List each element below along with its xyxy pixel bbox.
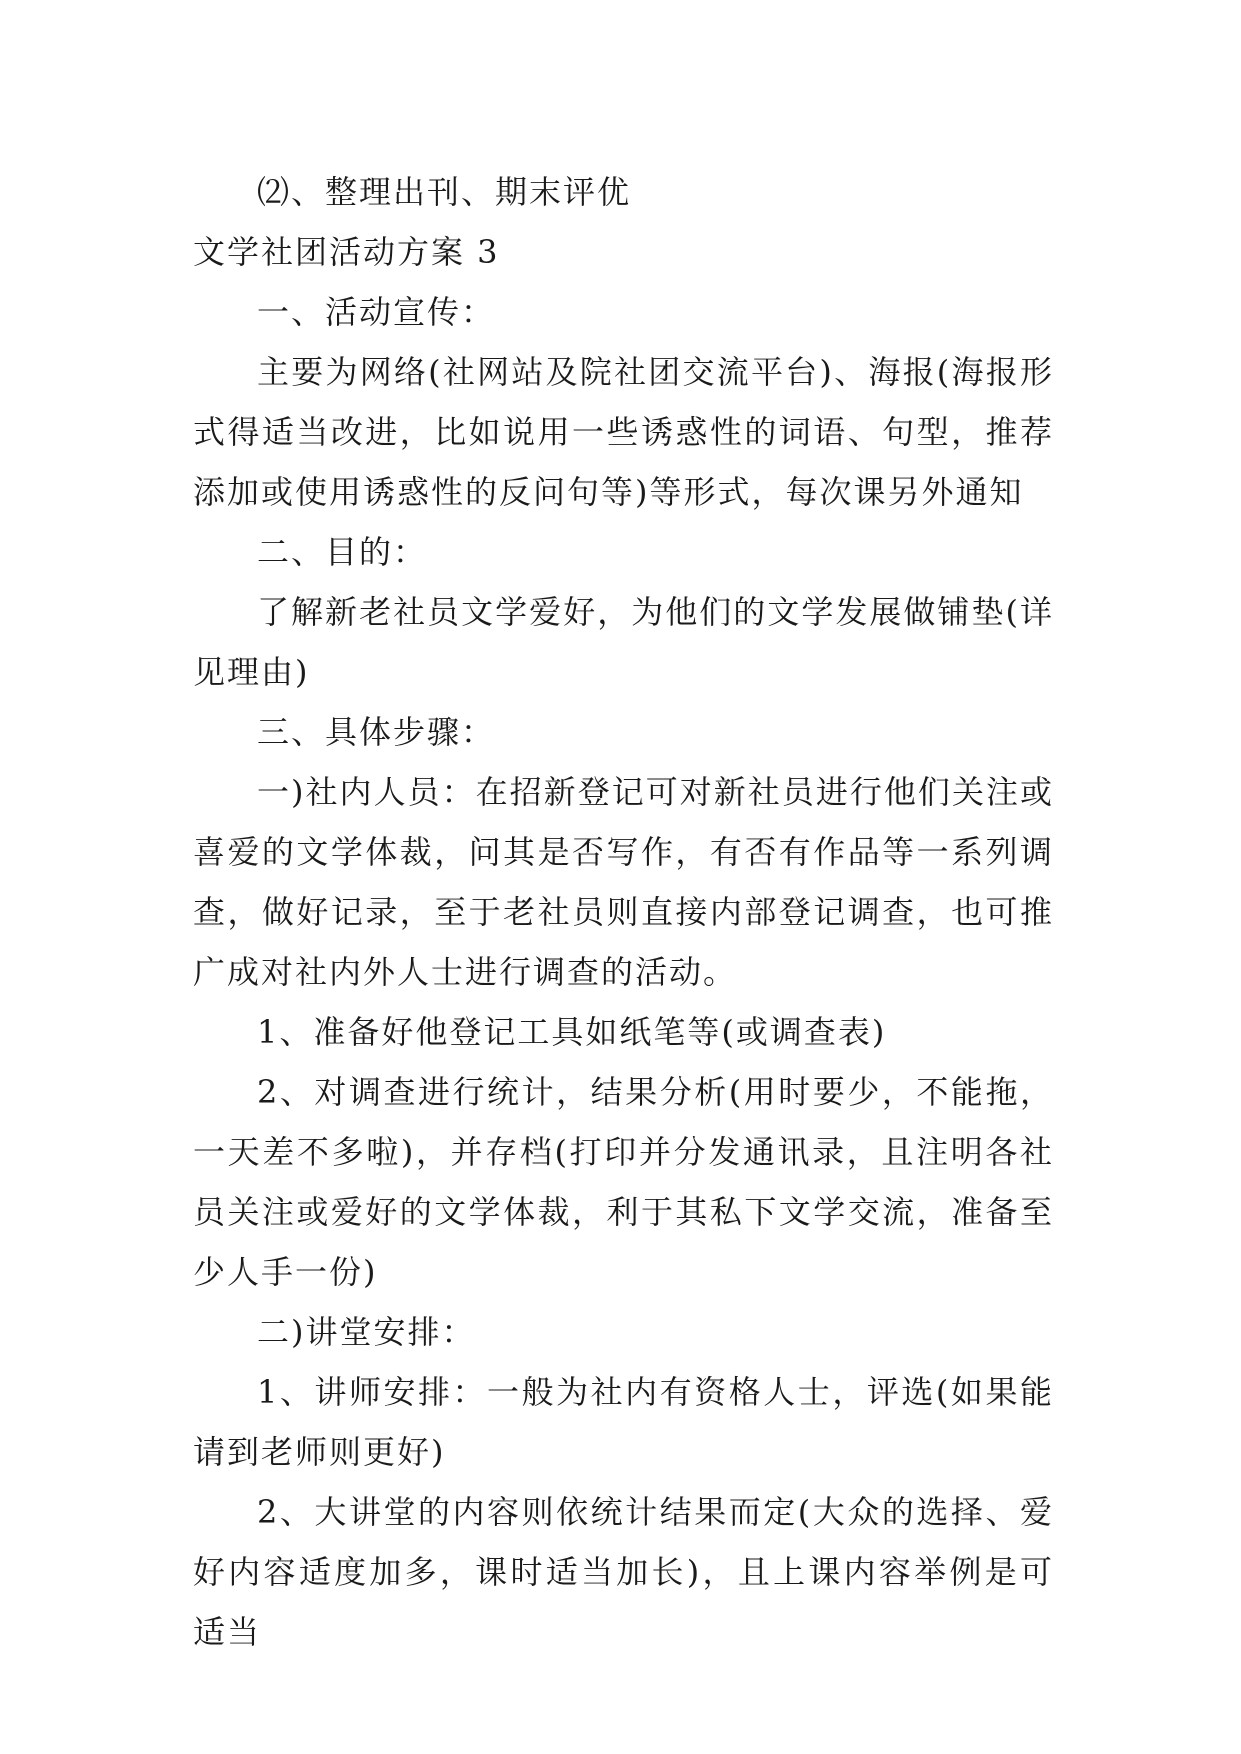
heading-publicity: 一、活动宣传：: [257, 293, 496, 331]
document-body: [193, 162, 1054, 1662]
heading-lectures: 二)讲堂安排：: [257, 1313, 476, 1351]
paragraph-members: 一)社内人员：在招新登记可对新社员进行他们关注或喜爱的文学体裁，问其是否写作，有否有作品等一系列调查，做好记录，至于老社员则直接内部登记调查，也可推广成对社内外人士进行调查的活动。: [193, 773, 1054, 991]
heading-steps: 三、具体步骤：: [257, 713, 496, 751]
paragraph-0: ⑵、整理出刊、期末评优: [257, 173, 632, 211]
paragraph-publicity: 主要为网络(社网站及院社团交流平台)、海报(海报形式得适当改进，比如说用一些诱惑性的词语、句型，推荐添加或使用诱惑性的反问句等)等形式，每次课另外通知: [193, 353, 1054, 511]
paragraph-step-2: 2、对调查进行统计，结果分析(用时要少，不能拖，一天差不多啦)，并存档(打印并分发通讯录，且注明各社员关注或爱好的文学体裁，利于其私下文学交流，准备至少人手一份): [193, 1073, 1054, 1291]
section-title: 文学社团活动方案 3: [193, 233, 500, 271]
paragraph-lecture-content: 2、大讲堂的内容则依统计结果而定(大众的选择、爱好内容适度加多，课时适当加长)，且上课内容举例是可适当: [193, 1493, 1054, 1651]
paragraph-purpose: 了解新老社员文学爱好，为他们的文学发展做铺垫(详见理由): [193, 593, 1054, 691]
paragraph-step-1: 1、准备好他登记工具如纸笔等(或调查表): [257, 1013, 887, 1051]
heading-purpose: 二、目的：: [257, 533, 428, 571]
paragraph-lecturer: 1、讲师安排：一般为社内有资格人士，评选(如果能请到老师则更好): [193, 1373, 1054, 1471]
